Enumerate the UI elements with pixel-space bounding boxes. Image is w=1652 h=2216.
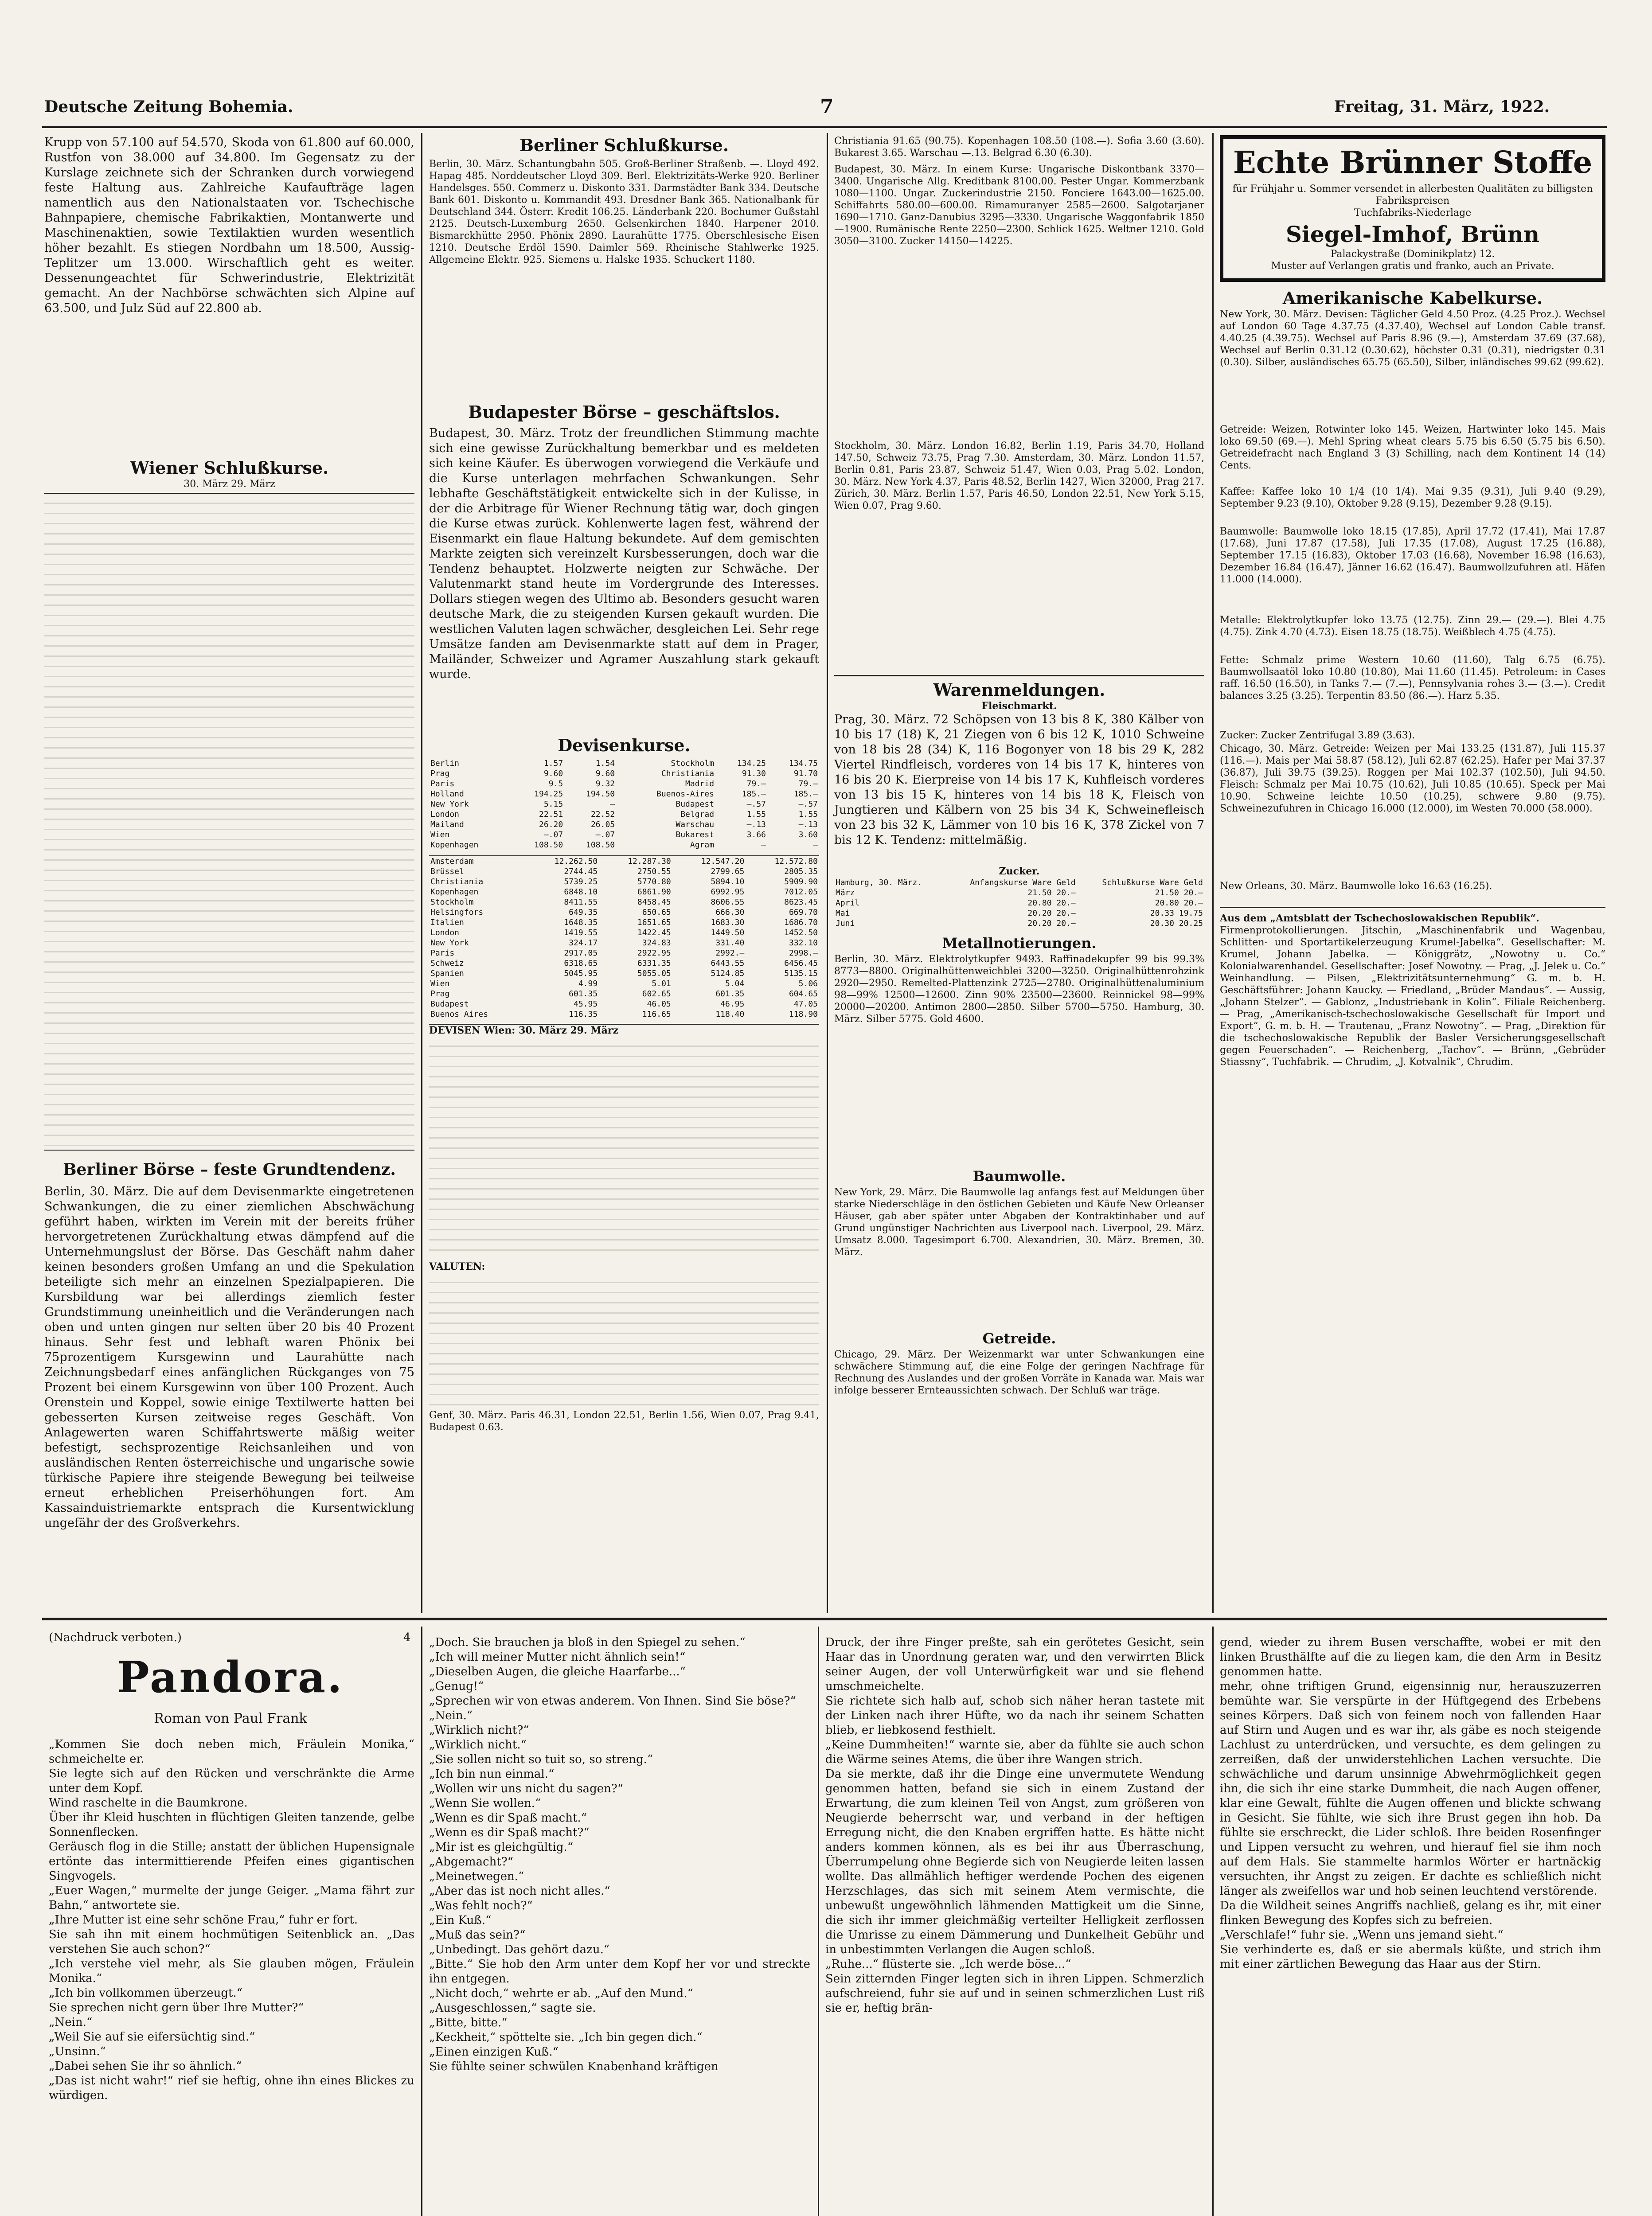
zurich-row-cell: Berlin	[430, 759, 460, 768]
zurich-row-cell: 185.—	[742, 789, 766, 799]
zurich-row-cell: Christiania	[661, 769, 715, 778]
berlin-row-cell: 650.65	[642, 908, 671, 917]
zucker-row	[834, 898, 1204, 908]
zurich-row-cell: —.57	[798, 800, 818, 809]
berlin-row	[429, 958, 819, 968]
berlin-row-cell: 324.17	[569, 938, 598, 948]
berlin-row-cell: Italien	[430, 918, 464, 927]
zurich-row-cell: Madrid	[685, 779, 715, 788]
kabel-kaffee: Kaffee: Kaffee loko 10 1/4 (10 1/4). Mai 9.35 (9.31), Juli 9.40 (9.29), September 9.23 (9.10), Oktober 9.28 (9.15), Dezember 9.28 (9.15).	[1220, 486, 1609, 509]
zucker-row	[834, 908, 1204, 918]
berlin-row-cell: 8458.45	[637, 897, 671, 907]
zucker-row-cell: Schlußkurse Ware Geld	[1102, 878, 1203, 887]
novel-author: Roman von Paul Frank	[154, 1711, 307, 1726]
zurich-row-cell: 22.52	[590, 810, 615, 819]
zurich-row-cell: Buenos-Aires	[656, 789, 715, 799]
ad-company: Siegel-Imhof, Brünn	[1285, 221, 1540, 247]
zucker-row-cell: Anfangskurse Ware Geld	[970, 878, 1076, 887]
zurich-row-cell: 194.50	[586, 789, 615, 799]
berlin-row-cell: 116.65	[642, 1010, 671, 1019]
zurich-row-cell: —.07	[543, 830, 563, 839]
getreide-text: Chicago, 29. März. Der Weizenmarkt war unter Schwankungen eine schwächere Stimmung auf, die eine Folge der geringen Nachfrage für Rechnung des Auslandes und der großen Vorräte in Kanada war. Mais war infolge besserer Ernteaussichten schwach. Der Schluß war träge.	[834, 1349, 1207, 1396]
zucker-row-cell: Hamburg, 30. März.	[836, 878, 922, 887]
zurich-row-cell: New York	[430, 800, 469, 809]
berlin-row-cell: 6318.65	[564, 959, 598, 968]
devisen-continuation: Christiania 91.65 (90.75). Kopenhagen 108.50 (108.—). Sofia 3.60 (3.60). Bukarest 3.65. Warschau —.13. Belgrad 6.30 (6.30).	[834, 136, 1207, 159]
feuilleton-number: 4	[403, 1631, 411, 1644]
zurich-row-cell: —.13	[746, 820, 766, 829]
zurich-row-cell: Kopenhagen	[430, 840, 479, 850]
berlin-row-cell: 2799.65	[711, 867, 745, 876]
amtsblatt-text: Firmenprotokollierungen. Jitschin, „Maschinenfabrik und Wagenbau, Schlitten- und Sportartikelerzeugung Krumel-Jabelka“. Gesellschafter: M. Krumel, Johann Jabelka. — Königgrätz, „Nowotny u. Co.“ Kolonialwarenhandel. Gesellschafter: Josef Nowotny. — Prag, „J. Jelek u. Co.“ Weinhandlung. — Pilsen, „Elektrizitätsunternehmung“ G. m. b. H. Geschäftsführer: Johann Kaucky. — Friedland, „Brüder Mandaus“. — Aussig, „Johann Stelzer“. — Gablonz, „Industriebank in Kolin“. Filiale Reichenberg. — Prag, „Amerikanisch-tschechoslowakische Gesellschaft für Import und Export“, G. m. b. H. — Trautenau, „Franz Nowotny“. — Prag, „Direktion für die tschechoslowakische Republik der Basler Versicherungsgesellschaft gegen Feuerschaden“. — Reichenberg, „Tachov“. — Brünn, „Gebrüder Stiassny“, Tuchfabrik. — Chrudim, „J. Kotvalnik“, Chrudim.	[1220, 925, 1609, 1068]
zucker-heading: Zucker.	[999, 866, 1040, 877]
zurich-row-cell: 9.60	[595, 769, 615, 778]
berlin-row-cell: 45.95	[573, 999, 598, 1009]
berlin-row-cell: 5.06	[798, 979, 818, 988]
berlin-row-cell: 5.01	[652, 979, 671, 988]
zurich-row-cell: 3.66	[746, 830, 766, 839]
masthead-right: Freitag, 31. März, 1922.	[1334, 98, 1550, 116]
zurich-row-cell: Belgrad	[680, 810, 715, 819]
berlin-row	[429, 948, 819, 958]
zucker-row-cell: März	[836, 888, 855, 897]
berlin-row-cell: 1683.30	[711, 918, 745, 927]
zucker-table	[834, 878, 1204, 929]
zurich-row	[429, 809, 819, 819]
berlin-row-cell: Christiania	[430, 877, 484, 886]
zurich-row	[429, 830, 819, 840]
chicago-kurse: Chicago, 30. März. Getreide: Weizen per Mai 133.25 (131.87), Juli 115.37 (116.—). Mais per Mai 58.87 (58.12), Juli 62.87 (62.25). Hafer per Mai 37.37 (36.87), Juli 39.75 (39.25). Roggen per Mai 102.37 (102.50), Juli 94.50. Fleisch: Schmalz per Mai 10.75 (10.62), Juli 10.85 (10.65). Speck per Mai 10.90. Schweine leichte 10.50 (10.25), schwere 9.80 (9.75). Schweinezufuhren in Chicago 16.000 (12.000), im Westen 70.000 (58.000).	[1220, 743, 1609, 814]
berlin-row-cell: 5909.90	[784, 877, 818, 886]
berlin-row-cell: 1422.45	[637, 928, 671, 937]
zurich-row-cell: —	[610, 800, 615, 809]
berlin-row-cell: 12.287.30	[628, 857, 671, 866]
zurich-row	[429, 840, 819, 850]
berlin-row-cell: Helsingfors	[430, 908, 484, 917]
zurich-row-cell: Warschau	[676, 820, 715, 829]
berlin-row-cell: Buenos Aires	[430, 1010, 488, 1019]
berlin-row-cell: 12.572.80	[774, 857, 818, 866]
berlin-row-cell: 604.65	[789, 989, 818, 999]
ad-line-1: für Frühjahr u. Sommer versendet in allerbesten Qualitäten zu billigsten Fabrikspreisen	[1232, 183, 1593, 207]
berlin-row-cell: 118.90	[789, 1010, 818, 1019]
novel-column-4: gend, wieder zu ihrem Busen verschaffte, wobei er mit den linken Brusthälfte auf die zu liegen kam, die den Arm in Besitz genommen hatte. mehr, ohne triftigen Grund, eigensinnig nur, herauszuzerren bemühte war. Sie verspürte in der Hüftgegend des Erbebens seines Körpers. Daß sich von feinem noch von fallenden Haar auf Stirn und Augen und es war ihr, als gäbe es noch steigende Lachlust zu unterdrücken, und versuchte, es dem gelingen zu zerreißen, daß der unwiderstehlichen Lachen versuchte. Die schwächliche und darum unsinnige Abwehrmöglichkeit gegen ihn, die sich ihr eine starke Dummheit, die nach Augen offener, klar eine Gewalt, fühlte die Augen offenen und blickte schwang in Gesicht. Sie fühlte, wie sich ihre Brust gegen ihn hob. Da fühlte sie erschreckt, die Lider schloß. Ihre beiden Rosenfinger und Lippen versucht zu wehren, und hierauf fiel sie ihm noch auf dem Hals. Sie stammelte harmlos Wörter er hartnäckig versuchten, ihr Angst zu zeigen. Er dachte es schließlich nicht länger als zweifellos war und hob seinen leuchtend verstörende. Da die Wildheit seines Angriffs nachließ, gelang es ihr, mit einer flinken Bewegung des Kopfes sich zu befreien. „Verschlafe!“ fuhr sie. „Wenn uns jemand sieht.“ Sie verhinderte es, daß er sie abermals küßte, und strich ihm mit einer zärtlichen Bewegung das Haar aus der Stirn.	[1220, 1636, 1601, 1971]
berlin-row-cell: 601.35	[569, 989, 598, 999]
fleischmarkt-text: Prag, 30. März. 72 Schöpsen von 13 bis 8 K, 380 Kälber von 10 bis 17 (18) K, 21 Ziegen von 6 bis 12 K, 1010 Schweine von 18 bis 28 (34) K, 116 Bogonyer von 18 bis 29 K, 282 Viertel Rindfleisch, vorderes von 14 bis 17 K, hinteres von 16 bis 20 K. Eierpreise von 14 bis 17 K, Kuhfleisch vorderes von 13 bis 15 K, hinteres von 14 bis 18 K, Fleisch von Jungtieren und Kälbern von 25 bis 34 K, Schweinefleisch von 23 bis 32 K, Lämmer von 10 bis 16 K, 378 Zickel von 7 bis 12 K. Tendenz: mittelmäßig.	[834, 713, 1208, 847]
zurich-row-cell: 79.—	[746, 779, 766, 788]
wien-devisen-table	[429, 1037, 819, 1258]
berlin-row-cell: Brüssel	[430, 867, 464, 876]
berlin-row-cell: 2750.55	[637, 867, 671, 876]
zurich-row-cell: —	[813, 840, 818, 850]
feuilleton-rule-3	[1212, 1627, 1214, 2216]
berlin-row-cell: 649.35	[569, 908, 598, 917]
berlin-row-cell: 6848.10	[564, 887, 598, 897]
baumwolle-heading: Baumwolle.	[972, 1168, 1066, 1185]
amtsblatt-heading: Aus dem „Amtsblatt der Tschechoslowakischen Republik“.	[1220, 907, 1605, 925]
zurich-row	[429, 769, 819, 779]
column-3	[834, 135, 1208, 1607]
berlin-row-cell: Spanien	[430, 969, 464, 978]
berlin-row-cell: 5045.95	[564, 969, 598, 978]
berlin-row-cell: 4.99	[578, 979, 598, 988]
berlin-row-cell: Kopenhagen	[430, 887, 479, 897]
ad-note: Muster auf Verlangen gratis und franko, auch an Private.	[1271, 261, 1554, 272]
zurich-row-cell: —.57	[746, 800, 766, 809]
berlin-row-cell: 331.40	[715, 938, 745, 948]
zurich-row-cell: 91.30	[742, 769, 766, 778]
budapester-boerse-text: Budapest, 30. März. Trotz der freundlichen Stimmung machte sich eine gewisse Zurückhaltung bemerkbar und es meldeten sich keine Käufer. Es überwogen vorwiegend die Verkäufe und die Kurse unterlagen mehrfachen Schwankungen. Sehr lebhafte Geschäftstätigkeit entwickelte sich in der Kulisse, in der die Arbitrage für Wiener Rechnung tätig war, doch gingen die Kurse etwas zurück. Kohlenwerte lagen fest, während der Eisenmarkt ein flaue Haltung bekundete. Auf dem gemischten Markte zeigten sich vereinzelt Kursbesserungen, doch war die Tendenz behauptet. Holzwerte neigten zur Schwäche. Der Valutenmarkt stand heute im Vordergrunde des Interesses. Dollars stiegen wegen des Ultimo ab. Besonders gesucht waren deutsche Mark, die zu steigenden Kursen gekauft wurden. Die westlichen Valuten lagen schwächer, desgleichen Lei. Sehr rege Umsätze fanden am Devisenmarkte statt auf dem in Prager, Mailänder, Schweizer und Agramer Auszahlung stark gekauft wurde.	[429, 426, 823, 681]
zurich-devisen-table	[429, 758, 819, 850]
berlin-row-cell: 47.05	[793, 999, 818, 1009]
zucker-row-cell: 20.20 20.—	[1027, 909, 1076, 918]
berlin-row-cell: 1452.50	[784, 928, 818, 937]
berlin-row-cell: 7012.05	[784, 887, 818, 897]
berlin-row-cell: 8606.55	[711, 897, 745, 907]
feuilleton-rule-2	[818, 1627, 819, 2216]
zurich-row-cell: 1.57	[543, 759, 563, 768]
wiener-schlusskurse-heading: Wiener Schlußkurse.	[130, 458, 329, 478]
berlin-row	[429, 1009, 819, 1019]
zurich-row-cell: 9.5	[548, 779, 563, 788]
zurich-row-cell: 5.15	[543, 800, 563, 809]
market-report-text: Krupp von 57.100 auf 54.570, Skoda von 61.800 auf 60.000, Rustfon von 38.000 auf 34.800. Im Gegensatz zu der Kurslage zeichnete sich der Schranken durch vorwiegend feste Haltung aus. Zahlreiche Kaufaufträge lagen namentlich aus den Nationalstaaten vor. Tschechische Bahnpapiere, chemische Fabrikaktien, Montanwerte und Maschinenaktien, sowie Textilaktien wurden wesentlich höher bezahlt. Es stiegen Nordbahn um 18.500, Aussig-Teplitzer um 13.000. Wirschaftlich geht es weiter. Dessenungeachtet für Schwerindustrie, Elektrizität gemacht. An der Nachbörse schwächten sich Alpine auf 63.500, und Julz Süd auf 22.800 ab.	[44, 136, 418, 315]
column-rule-1	[421, 133, 422, 1613]
new-orleans-kurse: New Orleans, 30. März. Baumwolle loko 16.63 (16.25).	[1220, 881, 1492, 892]
fleischmarkt-heading: Fleischmarkt.	[981, 700, 1057, 712]
zurich-row-cell: 194.25	[534, 789, 563, 799]
zurich-row-cell: 26.05	[590, 820, 615, 829]
zurich-row-cell: —.13	[798, 820, 818, 829]
berlin-row-cell: 666.30	[715, 908, 745, 917]
berlin-row-cell: Wien	[430, 979, 450, 988]
berlin-row-cell: 116.35	[569, 1010, 598, 1019]
berlin-row-cell: 1449.50	[711, 928, 745, 937]
berlin-row-cell: New York	[430, 938, 469, 948]
zurich-row	[429, 779, 819, 789]
ad-line-2: Tuchfabriks-Niederlage	[1354, 207, 1472, 218]
zurich-row-cell: Paris	[430, 779, 455, 788]
zurich-row-cell: Holland	[430, 789, 464, 799]
berlin-row-cell: 2922.95	[637, 948, 671, 958]
berlin-row-cell: 601.35	[715, 989, 745, 999]
budapester-boerse-heading: Budapester Börse – geschäftslos.	[468, 402, 780, 422]
warenmeldungen-heading: Warenmeldungen.	[834, 675, 1204, 700]
zucker-row-cell: April	[836, 898, 860, 908]
zucker-row	[834, 878, 1204, 888]
berlin-row-cell: 12.547.20	[701, 857, 745, 866]
zurich-row	[429, 789, 819, 799]
berlin-row-cell: 324.83	[642, 938, 671, 948]
novel-title: Pandora.	[117, 1652, 344, 1702]
berlin-row-cell: 5894.10	[711, 877, 745, 886]
berlin-row-cell: 2998.—	[789, 948, 818, 958]
column-rule-2	[827, 133, 828, 1613]
berlin-row-cell: 46.05	[647, 999, 671, 1009]
zucker-row-cell: 20.80 20.—	[1155, 898, 1203, 908]
zucker-row	[834, 888, 1204, 898]
berlin-row-cell: 5055.05	[637, 969, 671, 978]
zucker-row-cell: 20.20 20.—	[1027, 919, 1076, 928]
kabel-baumwolle: Baumwolle: Baumwolle loko 18.15 (17.85), April 17.72 (17.41), Mai 17.87 (17.68), Juni 17.87 (17.58), Juli 17.35 (17.08), August 17.25 (16.88), September 17.15 (16.83), Oktober 17.03 (16.68), November 16.98 (16.63), Dezember 16.84 (16.47), Jänner 16.62 (16.47). Baumwollzufuhren atl. Häfen 11.000 (14.000).	[1220, 526, 1609, 585]
zurich-row-cell: 91.70	[793, 769, 818, 778]
zurich-row-cell: 9.60	[543, 769, 563, 778]
berlin-row-cell: Amsterdam	[430, 857, 474, 866]
berlin-row-cell: 5135.15	[784, 969, 818, 978]
berlin-row	[429, 999, 819, 1009]
berlin-row-cell: 5.04	[725, 979, 745, 988]
zucker-row-cell: 21.50 20.—	[1155, 888, 1203, 897]
berlin-row-cell: 1419.55	[564, 928, 598, 937]
berlin-row-cell: 12.262.50	[554, 857, 598, 866]
zurich-row-cell: Budapest	[676, 800, 715, 809]
berlin-row-cell: 6992.95	[711, 887, 745, 897]
berlin-row-cell: 1651.65	[637, 918, 671, 927]
berlin-row	[429, 968, 819, 979]
berlin-row-cell: Stockholm	[430, 897, 474, 907]
getreide-heading: Getreide.	[982, 1330, 1056, 1347]
berlin-row-cell: 6443.55	[711, 959, 745, 968]
kabel-metalle: Metalle: Elektrolytkupfer loko 13.75 (12.75). Zinn 29.— (29.—). Blei 4.75 (4.75). Zink 4.70 (4.73). Eisen 18.75 (18.75). Weißblech 4.75 (4.75).	[1220, 615, 1609, 638]
genf-kurse: Genf, 30. März. Paris 46.31, London 22.51, Berlin 1.56, Wien 0.07, Prag 9.41, Budapest 0.63.	[429, 1410, 822, 1433]
ad-address: Palackystraße (Dominikplatz) 12.	[1330, 249, 1495, 260]
berlin-row	[429, 979, 819, 989]
zurich-row-cell: 108.50	[586, 840, 615, 850]
berlin-row-cell: 1686.70	[784, 918, 818, 927]
ad-title: Echte Brünner Stoffe	[1233, 145, 1593, 180]
berlin-row	[429, 897, 819, 907]
berlin-row	[429, 928, 819, 938]
zurich-row-cell: 134.25	[737, 759, 766, 768]
feuilleton-rule	[42, 1618, 1607, 1620]
berlin-row-cell: 8623.45	[784, 897, 818, 907]
kabelkurse-text: New York, 30. März. Devisen: Täglicher Geld 4.50 Proz. (4.25 Proz.). Wechsel auf London 60 Tage 4.37.75 (4.37.40), Wechsel auf London Cable transf. 4.40.25 (4.39.75). Wechsel auf Paris 8.96 (9.—), Amsterdam 37.69 (37.68), Wechsel auf Berlin 0.31.12 (0.30.62), höchster 0.31 (0.31), niedrigster 0.31 (0.30). Silber, ausländisches 65.75 (65.50), Silber, inländisches 99.62 (99.62).	[1220, 309, 1609, 368]
berliner-boerse-text: Berlin, 30. März. Die auf dem Devisenmarkte eingetretenen Schwankungen, die zu einer ziemlichen Abschwächung geführt haben, wirkten im Verein mit der bereits früher hervorgetretenen Zurückhaltung etwas dämpfend auf die Unternehmungslust der Börse. Das Geschäft nahm daher keinen besonders großen Umfang an und die Spekulation beteiligte sich mehr an einzelnen Spezialpapieren. Die Kursbildung war bei allerdings ziemlich fester Grundstimmung uneinheitlich und die Veränderungen nach oben und unten gingen nur selten über 20 bis 40 Prozent hinaus. Sehr fest und lebhaft waren Phönix bei 75prozentigem Kursgewinn und Laurahütte nach Zeichnungsbedarf eines anfänglichen Rückganges von 75 Prozent bei einem Kursgewinn von über 100 Prozent. Auch Orenstein und Koppel, sowie einige Textilwerte hatten bei gebesserten Kursen zeitweise reges Geschäft. Von Anlagewerten waren Schiffahrtswerte mäßig weiter befestigt, sechsprozentige Reichsanleihen und von ausländischen Renten österreichische und ungarische sowie türkische Papiere ihre steigende Bewegung bei teilweise erneut erheblichen Preiserhöhungen fort. Am Kassainduistriemarkte entsprach die Kursentwicklung ungefähr der des Großverkehrs.	[44, 1185, 418, 1530]
metallnotierungen-heading: Metallnotierungen.	[942, 935, 1097, 952]
berlin-row	[429, 887, 819, 897]
wiener-kurse-table	[44, 493, 414, 1151]
zurich-row	[429, 799, 819, 809]
zurich-row-cell: —.07	[595, 830, 615, 839]
zurich-row-cell: 26.20	[539, 820, 563, 829]
berlin-row-cell: 5770.80	[637, 877, 671, 886]
wiener-dates: 30. März 29. März	[184, 479, 275, 490]
berlin-row-cell: 8411.55	[564, 897, 598, 907]
berlin-row-cell: 46.95	[720, 999, 745, 1009]
berlin-row-cell: 2917.05	[564, 948, 598, 958]
berlin-row-cell: 2744.45	[564, 867, 598, 876]
novel-column-2: „Doch. Sie brauchen ja bloß in den Spiegel zu sehen.“ „Ich will meiner Mutter nicht ähnlich sein!“ „Dieselben Augen, die gleiche Haarfarbe...“ „Genug!“ „Sprechen wir von etwas anderem. Von Ihnen. Sind Sie böse?“ „Nein.“ „Wirklich nicht?“ „Wirklich nicht.“ „Sie sollen nicht so tuit so, so streng.“ „Ich bin nun einmal.“ „Wollen wir uns nicht du sagen?“ „Wenn Sie wollen.“ „Wenn es dir Spaß macht.“ „Wenn es dir Spaß macht?“ „Mir ist es gleichgültig.“ „Abgemacht?“ „Meinetwegen.“ „Aber das ist noch nicht alles.“ „Was fehlt noch?“ „Ein Kuß.“ „Muß das sein?“ „Unbedingt. Das gehört dazu.“ „Bitte.“ Sie hob den Arm unter dem Kopf her vor und streckte ihn entgegen. „Nicht doch,“ wehrte er ab. „Auf den Mund.“ „Ausgeschlossen,“ sagte sie. „Bitte, bitte.“ „Keckheit,“ spöttelte sie. „Ich bin gegen dich.“ „Einen einzigen Kuß.“ Sie fühlte seiner schwülen Knabenhand kräftigen	[429, 1636, 810, 2073]
berlin-row-cell: 5739.25	[564, 877, 598, 886]
valuten-heading: VALUTEN:	[429, 1261, 485, 1272]
zucker-row-cell: 20.30 20.25	[1150, 919, 1203, 928]
zurich-row-cell: 1.54	[595, 759, 615, 768]
metallnotierungen-text: Berlin, 30. März. Elektrolytkupfer 9493. Raffinadekupfer 99 bis 99.3% 8773—8800. Originalhüttenweichblei 3200—3250. Originalhüttenrohzink 2920—2950. Remelted-Plattenzink 2725—2780. Originalhüttenaluminium 98—99% 12500—12600. Zinn 90% 23500—23600. Reinnickel 98—99% 20000—20200. Antimon 2800—2850. Silber 5700—5750. Hamburg, 30. März. Silber 5775. Gold 4600.	[834, 954, 1207, 1025]
zucker-row-cell: Juni	[836, 919, 855, 928]
feuilleton-rule-1	[421, 1627, 422, 2216]
zurich-row-cell: 3.60	[798, 830, 818, 839]
zucker-row-cell: 20.33 19.75	[1150, 909, 1203, 918]
zucker-row-cell: Mai	[836, 909, 850, 918]
column-rule-3	[1212, 133, 1214, 1613]
berlin-row	[429, 877, 819, 887]
kabel-fette: Fette: Schmalz prime Western 10.60 (11.60), Talg 6.75 (6.75). Baumwollsaatöl loko 10.80 (10.80), Mai 11.60 (11.45). Petroleum: in Cases raff. 16.50 (16.50), in Tanks 7.— (7.—), Pennsylvania rohes 3.— (3.—). Credit balances 3.25 (3.25). Terpentin 83.50 (86.—). Harz 5.35.	[1220, 655, 1609, 702]
berliner-schlusskurse-heading: Berliner Schlußkurse.	[519, 135, 729, 155]
berlin-row-cell: Paris	[430, 948, 455, 958]
berlin-row-cell: Schweiz	[430, 959, 464, 968]
zucker-row	[834, 918, 1204, 929]
berlin-row-cell: 1648.35	[564, 918, 598, 927]
berlin-row	[429, 938, 819, 948]
berlin-row-cell: London	[430, 928, 460, 937]
zurich-row-cell: 134.75	[789, 759, 818, 768]
berlin-devisen-table	[429, 855, 819, 1019]
berlin-row-cell: 5124.85	[711, 969, 745, 978]
berlin-row-cell: 118.40	[715, 1010, 745, 1019]
zurich-row-cell: 108.50	[534, 840, 563, 850]
berlin-row	[429, 907, 819, 917]
wien-devisen-heading: DEVISEN Wien: 30. März 29. März	[429, 1024, 819, 1037]
advertisement-bruenner-stoffe	[1220, 135, 1605, 282]
berlin-row-cell: Prag	[430, 989, 450, 999]
novel-column-1: „Kommen Sie doch neben mich, Fräulein Monika,“ schmeichelte er. Sie legte sich auf den Rücken und verschränkte die Arme unter dem Kopf. Wind raschelte in die Baumkrone. Über ihr Kleid huschten in flüchtigen Gleiten tanzende, gelbe Sonnenflecken. Geräusch flog in die Stille; anstatt der üblichen Hupensignale ertönte das intermittierende Pfeifen eines gigantischen Singvogels. „Euer Wagen,“ murmelte der junge Geiger. „Mama fährt zur Bahn,“ antwortete sie. „Ihre Mutter ist eine sehr schöne Frau,“ fuhr er fort. Sie sah ihn mit einem hochmütigen Seitenblick an. „Das verstehen Sie auch schon?“ „Ich verstehe viel mehr, als Sie glauben mögen, Fräulein Monika.“ „Ich bin vollkommen überzeugt.“ Sie sprechen nicht gern über Ihre Mutter?“ „Nein.“ „Weil Sie auf sie eifersüchtig sind.“ „Unsinn.“ „Dabei sehen Sie ihr so ähnlich.“ „Das ist nicht wahr!“ rief sie heftig, ohne ihn eines Blickes zu würdigen.	[49, 1738, 414, 2102]
zurich-row	[429, 819, 819, 830]
valuten-table	[429, 1273, 819, 1406]
zucker-row-cell: 21.50 20.—	[1027, 888, 1076, 897]
berlin-row-cell: 6456.45	[784, 959, 818, 968]
berlin-row-cell: 6331.35	[637, 959, 671, 968]
berlin-row-cell: 2805.35	[784, 867, 818, 876]
berlin-row	[429, 866, 819, 877]
berlin-row-cell: Budapest	[430, 999, 469, 1009]
zurich-row-cell: Bukarest	[676, 830, 715, 839]
page-number: 7	[820, 95, 834, 118]
zurich-row-cell: —	[761, 840, 766, 850]
berlin-row-cell: 602.65	[642, 989, 671, 999]
zurich-row-cell: Wien	[430, 830, 450, 839]
berlin-row	[429, 917, 819, 928]
zucker-row-cell: 20.80 20.—	[1027, 898, 1076, 908]
zurich-row-cell: Stockholm	[671, 759, 715, 768]
feuilleton-note: (Nachdruck verboten.)	[49, 1631, 182, 1644]
berlin-row	[429, 856, 819, 866]
berliner-boerse-heading: Berliner Börse – feste Grundtendenz.	[63, 1160, 396, 1179]
column-4	[1220, 135, 1609, 1607]
budapest-kurse: Budapest, 30. März. In einem Kurse: Ungarische Diskontbank 3370—3400. Ungarische Allg. Kreditbank 8100.00. Pester Ungar. Kommerzbank 1080—1100. Ungar. Zuckerindustrie 2150. Fonciere 1643.00—1625.00. Schiffahrts 580.00—600.00. Rimamuranyer 2585—2600. Salgotarjaner 1690—1710. Ganz-Danubius 3295—3330. Ungarische Waggonfabrik 1850—1900. Rumänische Rente 2250—2300. Schlick 1625. Weltner 1210. Gold 3050—3100. Zucker 14150—14225.	[834, 164, 1207, 247]
column-2	[429, 135, 823, 1607]
foreign-exchange-notes: Stockholm, 30. März. London 16.82, Berlin 1.19, Paris 34.70, Holland 147.50, Schweiz 73.75, Prag 7.30. Amsterdam, 30. März. London 11.57, Berlin 0.81, Paris 23.87, Schweiz 51.47, Wien 0.03, Prag 5.02. London, 30. März. New York 4.37, Paris 48.52, Berlin 1427, Wien 32000, Prag 217. Zürich, 30. März. Berlin 1.57, Paris 46.50, London 22.51, New York 5.15, Wien 0.07, Prag 9.60.	[834, 441, 1207, 511]
zurich-row-cell: 185.—	[793, 789, 818, 799]
zurich-row-cell: 79.—	[798, 779, 818, 788]
zurich-row	[429, 758, 819, 769]
zurich-row-cell: Mailand	[430, 820, 464, 829]
zurich-row-cell: 22.51	[539, 810, 563, 819]
berliner-schlusskurse-text: Berlin, 30. März. Schantungbahn 505. Groß-Berliner Straßenb. —. Lloyd 492. Hapag 485. Norddeutscher Lloyd 309. Berl. Elektrizitäts-Werke 920. Berliner Handelsges. 550. Commerz u. Diskonto 331. Darmstädter Bank 334. Deutsche Bank 601. Diskonto u. Kommandit 493. Dresdner Bank 365. Nationalbank für Deutschland 344. Österr. Kredit 106.25. Länderbank 220. Bochumer Gußstahl 2125. Deutsch-Luxemburg 2650. Gelsenkirchen 1840. Harpener 2010. Bismarckhütte 2950. Phönix 2890. Laurahütte 1775. Oberschlesische Eisen 1210. Deutsche Erdöl 1590. Daimler 569. Rheinische Stahlwerke 1925. Allgemeine Elektr. 925. Siemens u. Halske 1935. Schuckert 1180.	[429, 159, 822, 265]
berlin-row	[429, 989, 819, 999]
kabelkurse-heading: Amerikanische Kabelkurse.	[1282, 288, 1543, 308]
zurich-row-cell: 1.55	[798, 810, 818, 819]
masthead-left: Deutsche Zeitung Bohemia.	[44, 98, 293, 116]
zurich-row-cell: London	[430, 810, 460, 819]
zurich-row-cell: Prag	[430, 769, 450, 778]
devisenkurse-heading: Devisenkurse.	[558, 735, 691, 755]
kabel-zucker: Zucker: Zucker Zentrifugal 3.89 (3.63).	[1220, 730, 1415, 741]
berlin-row-cell: 6861.90	[637, 887, 671, 897]
berlin-row-cell: 332.10	[789, 938, 818, 948]
berlin-row-cell: 669.70	[789, 908, 818, 917]
baumwolle-text: New York, 29. März. Die Baumwolle lag anfangs fest auf Meldungen über starke Niederschläge in den östlichen Gebieten und Käufe New Orleanser Häuser, gab aber später unter Abgaben der Kontraktinhaber und auf Grund ungünstiger Nachrichten aus Liverpool nach. Liverpool, 29. März. Umsatz 8.000. Tagesimport 6.700. Alexandrien, 30. März. Bremen, 30. März.	[834, 1187, 1207, 1258]
column-1	[44, 135, 418, 1607]
masthead-rule	[42, 126, 1607, 128]
kabel-getreide: Getreide: Weizen, Rotwinter loko 145. Weizen, Hartwinter loko 145. Mais loko 69.50 (69.—). Mehl Spring wheat clears 5.75 bis 6.50 (5.75 bis 6.50). Getreidefracht nach England 3 (3) Schilling, nach dem Kontinent 14 (14) Cents.	[1220, 424, 1609, 471]
zurich-row-cell: 1.55	[746, 810, 766, 819]
berlin-row-cell: 2992.—	[715, 948, 745, 958]
zurich-row-cell: Agram	[690, 840, 715, 850]
novel-column-3: Druck, der ihre Finger preßte, sah ein gerötetes Gesicht, sein Haar das in Unordnung geraten war, und den verwirrten Blick seiner Augen, der voll Unterwürfigkeit war und sie flehend umschmeichelte. Sie richtete sich halb auf, schob sich näher heran tastete mit der Linken nach ihrer Hüfte, wo da nach ihr seinem Schatten blieb, er liebkosend festhielt. „Keine Dummheiten!“ warnte sie, aber da fühlte sie auch schon die Wärme seines Atems, die über ihre Wangen strich. Da sie merkte, daß ihr die Dinge eine unvermutete Wendung genommen hatten, befand sie sich in einem Zustand der Erwartung, die zum kleinen Teil von Angst, zum größeren von Neugierde beherrscht war, und verband in der heftigen Erregung nicht, die den Knaben ergriffen hatte. Es hätte nicht anders kommen können, als es bei ihr aus Überraschung, Überrumpelung ohne Begierde sich von Neugierde leiten lassen wollte. Das allmählich heftiger werdende Pochen des eigenen Herzschlages, das sich mit seinem Atem vermischte, die unbewußt ungewöhnlich lähmenden Mattigkeit um die Sinne, die sich ihr immer gleichmäßig verteilter Helligkeit zerflossen die Umrisse zu einem Dämmerung und Dunkelheit Gebühr und in unbestimmten Verlangen die Augen schloß. „Ruhe...“ flüsterte sie. „Ich werde böse...“ Sein zitternden Finger legten sich in ihren Lippen. Schmerzlich aufschreiend, fuhr sie auf und in seinen schmerzlichen Lust riß sie er, heftig brän-	[825, 1636, 1204, 2015]
zurich-row-cell: 9.32	[595, 779, 615, 788]
